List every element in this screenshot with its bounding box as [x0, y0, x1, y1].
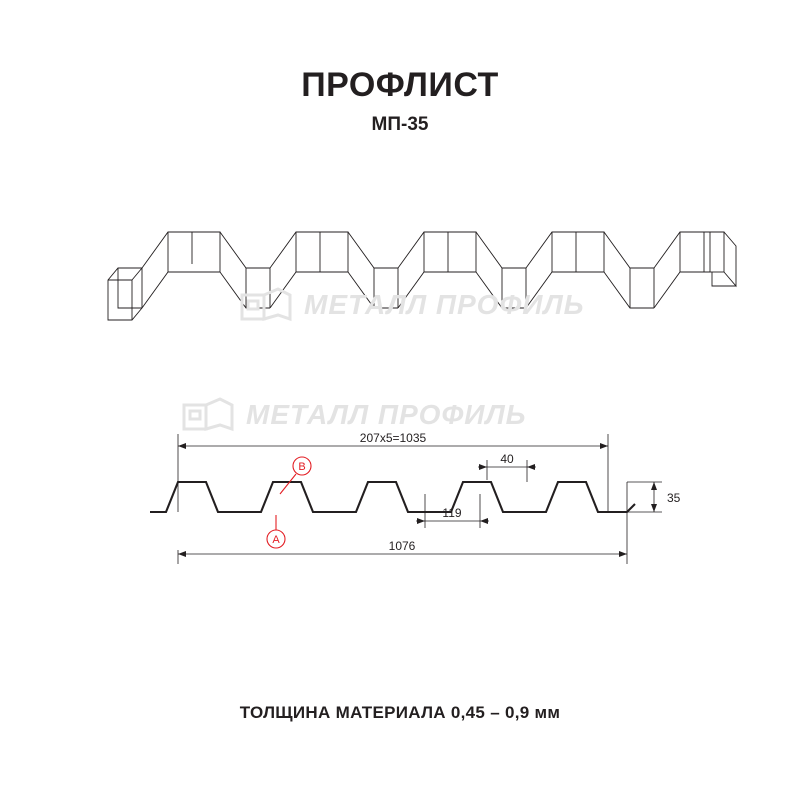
- dim-height: 35: [667, 491, 681, 505]
- section-view: [130, 420, 690, 580]
- isometric-view: [60, 190, 750, 370]
- dim-rib-base: 119: [442, 506, 462, 520]
- watermark-text: МЕТАЛЛ ПРОФИЛЬ: [304, 289, 585, 320]
- page-title: ПРОФЛИСТ: [301, 66, 499, 104]
- dim-rib-top: 40: [500, 452, 514, 466]
- dim-total-width: 1076: [388, 539, 416, 553]
- watermark-text: МЕТАЛЛ ПРОФИЛЬ: [246, 399, 527, 430]
- callout-b: [280, 457, 311, 494]
- dim-pitch: 207х5=1035: [359, 431, 427, 445]
- material-thickness-note: ТОЛЩИНА МАТЕРИАЛА 0,45 – 0,9 мм: [239, 703, 561, 722]
- model-name: МП-35: [371, 114, 429, 135]
- callout-a: [267, 515, 285, 548]
- callout-a-label: A: [272, 534, 280, 546]
- callout-b-label: B: [298, 461, 306, 473]
